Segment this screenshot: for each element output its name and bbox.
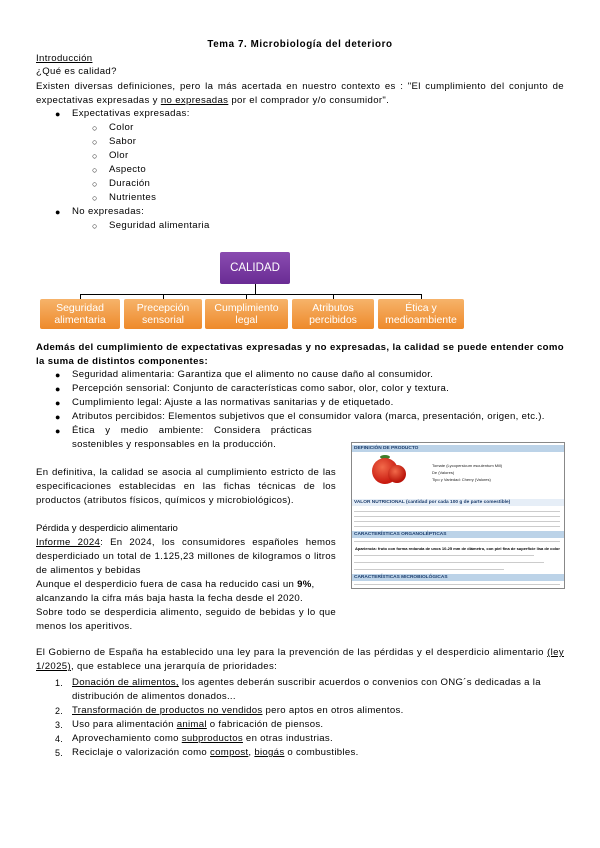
page-title: Tema 7. Microbiología del deterioro [207,39,393,50]
product-spec-sheet-image: DEFINICIÓN DE PRODUCTO Tomate (Lycopersicum esculentum Mill) De (Valores) Tipo y Variedad: Cherry (Valores) VALOR NUTRICIONAL (cantidad por cada 100 g de parte comestible) CARACTERÍSTICAS ORGANOLÉPTICAS Apariencia: fruto con forma redonda de unos 10-25 mm de diámetro, con piel fina de superficie lisa de color CARACTERÍSTICAS MICROBIOLÓGICAS [351,442,565,589]
list-item: ● Seguridad alimentaria: Garantiza que el alimento no cause daño al consumidor. [55,369,434,380]
list-item: ○ Olor [92,150,129,161]
components-intro: Además del cumplimiento de expectativas expresadas y no expresadas, la calidad se puede entender como la suma de distintos componentes: [36,342,564,367]
diagram-root-calidad: CALIDAD [220,252,290,284]
bullet-icon: ● [55,398,61,408]
bullet-icon: ● [55,426,61,436]
tomato-image [388,465,406,483]
summary-paragraph: En definitiva, la calidad se asocia al cumplimiento estricto de las especificaciones establecidas en las fichas técnicas de los productos (atributos físicos, químicos y microbiológicos). [36,467,336,506]
question-heading: ¿Qué es calidad? [36,66,117,77]
list-item: 2. Transformación de productos no vendidos pero aptos en otros alimentos. [55,705,404,716]
waste-heading: Pérdida y desperdicio alimentario [36,523,178,534]
spec-nutrition-header: VALOR NUTRICIONAL (cantidad por cada 100 g de parte comestible) [352,499,564,506]
list-item: ● Atributos percibidos: Elementos subjetivos que el consumidor valora (marca, presentación, origen, etc.). [55,411,545,422]
list-item: ○ Aspecto [92,164,147,175]
list-item: ● Ética y medio ambiente: Considera prácticas sostenibles y responsables en la producción. [55,425,312,450]
circle-bullet-icon: ○ [92,179,98,189]
list-item: 3. Uso para alimentación animal o fabricación de piensos. [55,719,324,730]
circle-bullet-icon: ○ [92,151,98,161]
list-item: ○ Sabor [92,136,137,147]
list-item: ● Expectativas expresadas: [55,108,190,119]
spec-micro-header: CARACTERÍSTICAS MICROBIOLÓGICAS [352,574,564,581]
section-heading-intro: Introducción [36,53,93,64]
spec-header: DEFINICIÓN DE PRODUCTO [352,445,564,452]
list-item: ○ Nutrientes [92,192,157,203]
diagram-node-percepcion: Precepción sensorial [124,299,202,329]
list-item: ○ Seguridad alimentaria [92,220,210,231]
list-item: ● Percepción sensorial: Conjunto de características como sabor, olor, color y textura. [55,383,450,394]
waste-report: Informe 2024: En 2024, los consumidores españoles hemos desperdiciado un total de 1.125,23 millones de kilogramos o litros de alimentos y bebidas [36,537,336,576]
spec-organoleptic-header: CARACTERÍSTICAS ORGANOLÉPTICAS [352,531,564,538]
list-item: ○ Duración [92,178,151,189]
list-item: ● No expresadas: [55,206,145,217]
definition-paragraph: Existen diversas definiciones, pero la más acertada en nuestro contexto es : "El cumplimiento del conjunto de expectativas expresadas y no expresadas por el comprador y/o consumidor". [36,81,564,106]
bullet-icon: ● [55,370,61,380]
list-item: ● Cumplimiento legal: Ajuste a las normativas sanitarias y de etiquetado. [55,397,394,408]
bullet-icon: ● [55,412,61,422]
bullet-icon: ● [55,109,61,119]
list-item: 1. Donación de alimentos, los agentes deberán suscribir acuerdos o convenios con ONG´s dedicadas a la distribución de alimentos donados... [55,677,541,702]
priorities-list [55,676,564,760]
circle-bullet-icon: ○ [92,221,98,231]
bullet-icon: ● [55,384,61,394]
list-item: 4. Aprovechamiento como subproductos en otras industrias. [55,733,333,744]
list-item: ○ Color [92,122,134,133]
diagram-node-atributos: Atributos percibidos [292,299,374,329]
diagram-node-seguridad: Seguridad alimentaria [40,299,120,329]
bullet-icon: ● [55,207,61,217]
circle-bullet-icon: ○ [92,193,98,203]
waste-decrease: Aunque el desperdicio fuera de casa ha reducido casi un 9%, alcanzando la cifra más baja hasta la fecha desde el 2020. [36,579,315,604]
diagram-node-cumplimiento: Cumplimiento legal [205,299,288,329]
expectations-list [55,107,210,233]
diagram-connector [255,284,256,294]
circle-bullet-icon: ○ [92,165,98,175]
waste-most: Sobre todo se desperdicia alimento, seguido de bebidas y lo que menos los aperitivos. [36,607,336,632]
components-list [55,368,564,452]
circle-bullet-icon: ○ [92,123,98,133]
list-item: 5. Reciclaje o valorización como compost, biogás o combustibles. [55,747,359,758]
circle-bullet-icon: ○ [92,137,98,147]
diagram-node-etica: Ética y medioambiente [378,299,464,329]
diagram-connector [80,294,422,295]
law-paragraph: El Gobierno de España ha establecido una ley para la prevención de las pérdidas y el desperdicio alimentario (ley 1/2025), que establece una jerarquía de prioridades: [36,647,564,672]
